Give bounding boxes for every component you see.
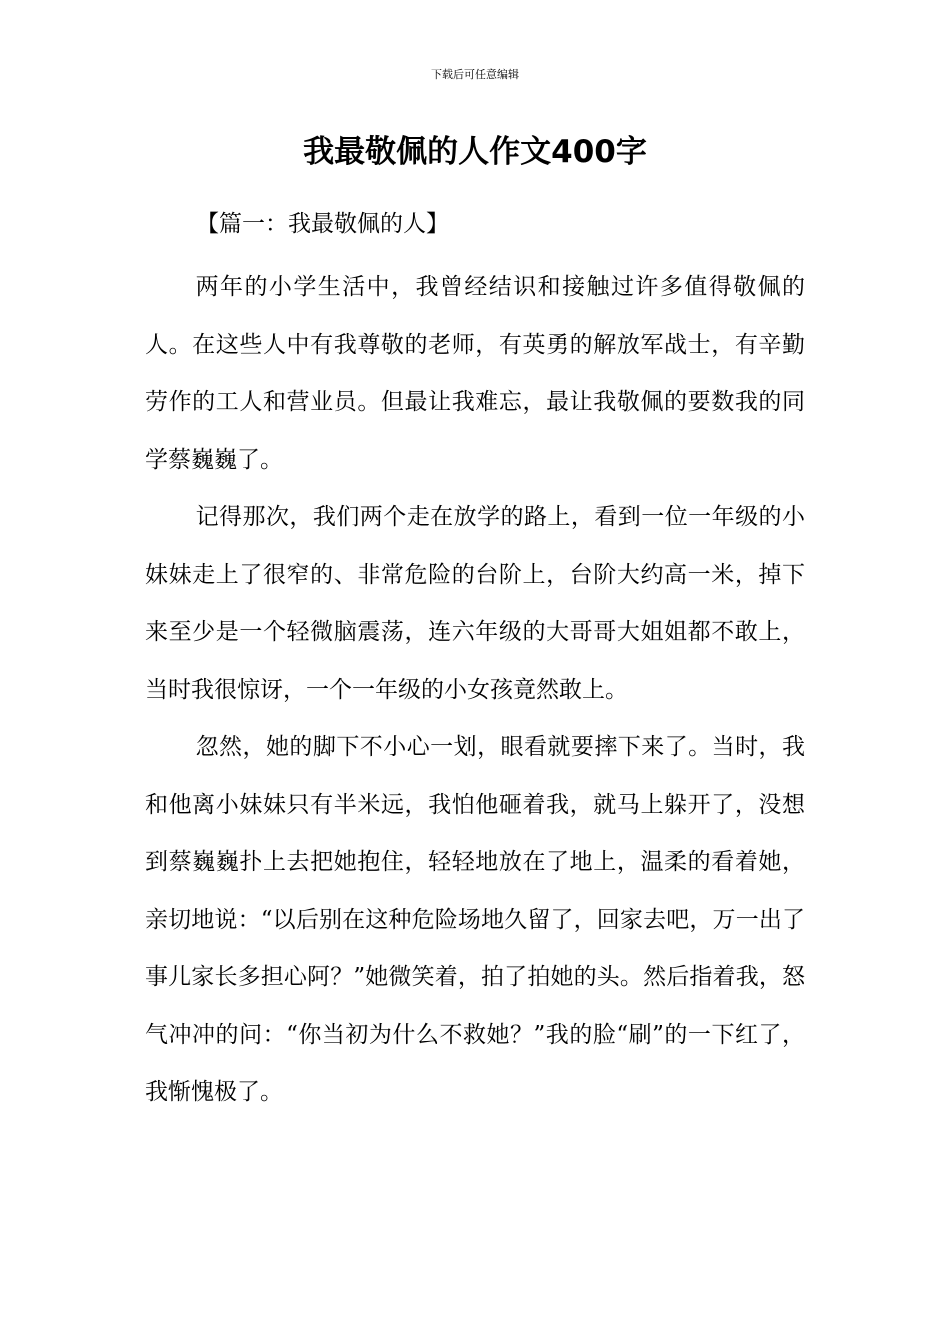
article-body [145,259,805,1122]
header-note: 下载后可任意编辑 [431,68,519,81]
paragraph: 记得那次，我们两个走在放学的路上，看到一位一年级的小妹妹走上了很窄的、非常危险的台阶上，台阶大约高一米，掉下来至少是一个轻微脑震荡，连六年级的大哥哥大姐姐都不敢上，当时我很惊讶，一个一年级的小女孩竟然敢上。 [145,504,805,703]
paragraph: 两年的小学生活中，我曾经结识和接触过许多值得敬佩的人。在这些人中有我尊敬的老师，有英勇的解放军战士，有辛勤劳作的工人和营业员。但最让我难忘，最让我敬佩的要数我的同学蔡巍巍了。 [145,274,805,473]
paragraph: 忽然，她的脚下不小心一划，眼看就要摔下来了。当时，我和他离小妹妹只有半米远，我怕他砸着我，就马上躲开了，没想到蔡巍巍扑上去把她抱住，轻轻地放在了地上，温柔的看着她，亲切地说：“以后别在这种危险场地久留了，回家去吧，万一出了事儿家长多担心阿？”她微笑着，拍了拍她的头。然后指着我，怒气冲冲的问：“你当初为什么不救她？”我的脸“刷”的一下红了，我惭愧极了。 [145,734,805,1105]
section-heading: 【篇一：我最敬佩的人】 [196,211,449,237]
document-title: 我最敬佩的人作文400字 [303,134,647,170]
